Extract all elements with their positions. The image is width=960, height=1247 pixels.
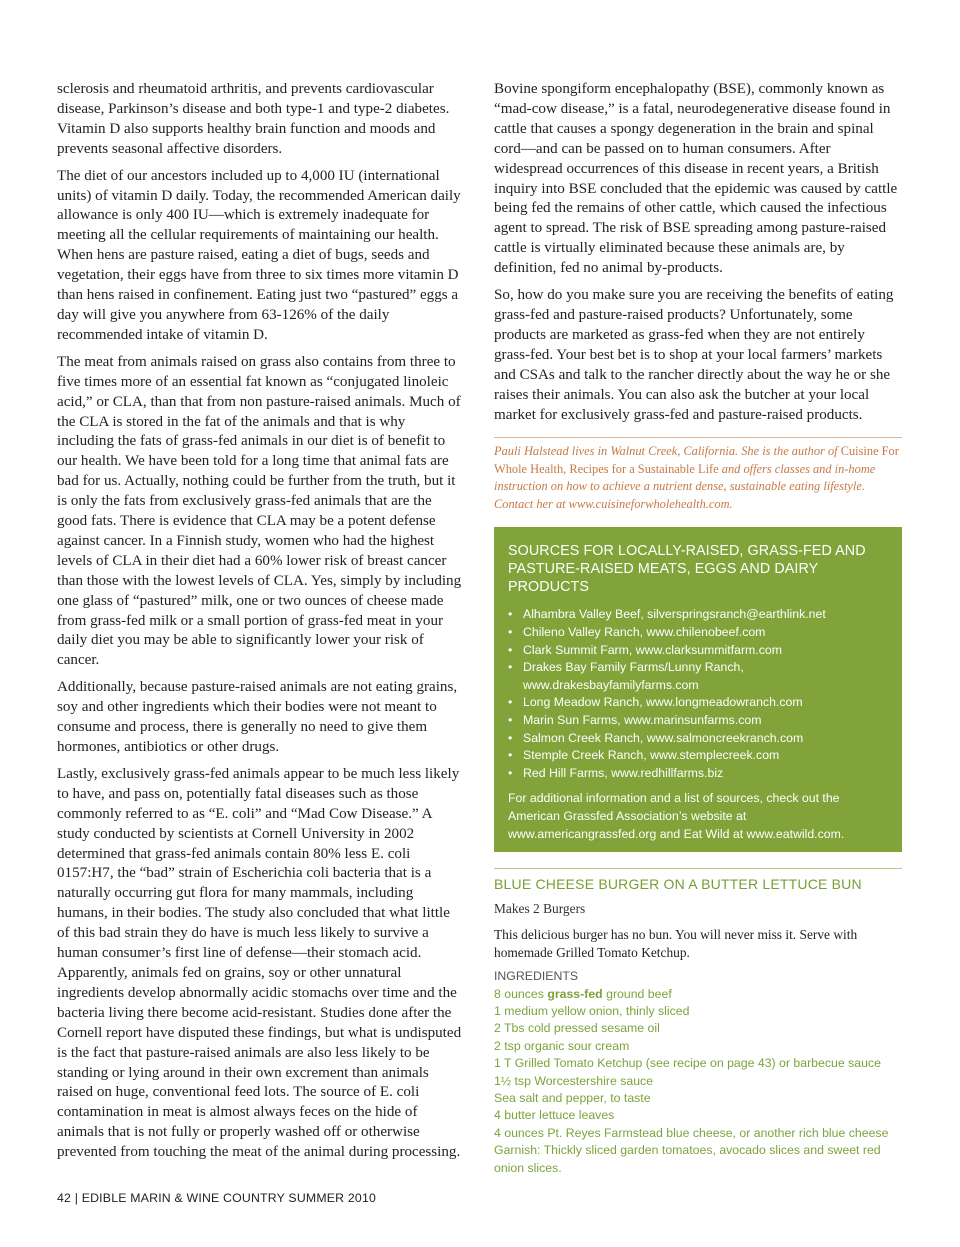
body-paragraph: sclerosis and rheumatoid arthritis, and prevents cardiovascular disease, Parkinson’s disease and both type-1 and type-2 diabetes. Vitamin D also supports healthy brain function and moods and prevents seasonal affective disorders. xyxy=(57,81,450,157)
body-paragraph: The meat from animals raised on grass also contains from three to five times more of an essential fat known as “conjugated linoleic acid,” or CLA, than that from non pasture-raised animals. Much of the CLA is stored in the fat of the animals and that is why including the fats of grass-fed animals in our diet is of benefit to our health. We have been told for a long time that animal fats are bad for us. Actually, nothing could be further from the truth, but it is only the fats from exclusively grass-fed animals that are the good fats. There is evidence that CLA may be a potent defense against cancer. In a Finnish study, women who had the highest levels of CLA in their diet had a 60% lower risk of breast cancer than those with the lowest levels of CLA. Yes, simply by including one glass of “pastured” milk, one or two ounces of cheese made from grass-fed milk or a small portion of grass-fed meat in your daily diet you may be able to significantly lower your risk of cancer. xyxy=(57,353,462,669)
source-item: • Red Hill Farms, www.redhillfarms.biz xyxy=(508,765,888,783)
source-item: • Marin Sun Farms, www.marinsunfarms.com xyxy=(508,712,888,730)
page-footer: 42 | EDIBLE MARIN & WINE COUNTRY SUMMER 2010 xyxy=(57,1191,377,1205)
body-paragraph: Bovine spongiform encephalopathy (BSE), commonly known as “mad-cow disease,” is a fatal, neurodegenerative disease found in cattle that causes a spongy degeneration in the brain and spinal cord—and can be passed on to human consumers. After widespread occurrences of this disease in recent years, a British inquiry into BSE concluded that the epidemic was caused by cattle being fed the remains of other cattle, which caused the infectious agent to spread. The risk of BSE spreading among pasture-raised cattle is virtually eliminated because these animals are, by definition, fed no animal by-products. xyxy=(494,81,898,277)
ingredient-text: ground beef xyxy=(602,986,672,1001)
sources-note: For additional information and a list of sources, check out the American Grassfed Association’s website at www.americangrassfed.org and Eat Wild at www.eatwild.com. xyxy=(508,791,845,841)
ingredients-list xyxy=(494,986,902,1177)
body-paragraph: So, how do you make sure you are receiving the benefits of eating grass-fed and pasture-raised products? Unfortunately, some products are marketed as grass-fed when they are not entirely grass-fed. Your best bet is to shop at your local farmers’ markets and CSAs and talk to the rancher directly about the way he or she raises their animals. You can also ask the butcher at your local market for exclusively grass-fed and pasture-raised products. xyxy=(494,287,894,423)
sources-box xyxy=(494,527,902,852)
source-item: • Salmon Creek Ranch, www.salmoncreekranch.com xyxy=(508,730,888,748)
ingredient-emphasis: grass-fed xyxy=(547,986,603,1001)
left-column xyxy=(57,80,465,1170)
source-item: • Stemple Creek Ranch, www.stemplecreek.com xyxy=(508,747,888,765)
ingredient-item: Garnish: Thickly sliced garden tomatoes, avocado slices and sweet red onion slices. xyxy=(494,1143,881,1175)
recipe-yield: Makes 2 Burgers xyxy=(494,901,586,917)
ingredient-text: 8 ounces xyxy=(494,986,548,1001)
ingredient-item xyxy=(494,986,902,1003)
author-bio xyxy=(494,437,902,513)
ingredient-item: 4 butter lettuce leaves xyxy=(494,1108,615,1123)
source-item: • Drakes Bay Family Farms/Lunny Ranch, www.drakesbayfamilyfarms.com xyxy=(508,659,888,694)
bio-lead: Pauli Halstead lives in Walnut Creek, California. She is the author of xyxy=(494,444,838,459)
bio-book-title: Cuisine For Whole Health, Recipes for a Sustainable Life xyxy=(494,444,899,476)
ingredient-item: Sea salt and pepper, to taste xyxy=(494,1090,651,1105)
ingredient-item: 4 ounces Pt. Reyes Farmstead blue cheese, or another rich blue cheese xyxy=(494,1125,889,1140)
ingredient-item: 2 tsp organic sour cream xyxy=(494,1038,630,1053)
ingredient-item: 1 medium yellow onion, thinly sliced xyxy=(494,1003,690,1018)
source-item: • Long Meadow Ranch, www.longmeadowranch.com xyxy=(508,694,888,712)
source-item: • Chileno Valley Ranch, www.chilenobeef.com xyxy=(508,624,888,642)
source-item: • Alhambra Valley Beef, silverspringsranch@earthlink.net xyxy=(508,606,888,624)
recipe-intro: This delicious burger has no bun. You will never miss it. Serve with homemade Grilled Tomato Ketchup. xyxy=(494,927,858,961)
body-paragraph: The diet of our ancestors included up to 4,000 IU (international units) of vitamin D daily. Today, the recommended American daily allowance is only 400 IU—which is extremely inadequate for meeting all the cellular requirements of maintaining our health. When hens are pasture raised, eating a diet of bugs, seeds and vegetation, their eggs have from three to six times more vitamin D than hens raised in confinement. Eating just two “pastured” eggs a day will give you anywhere from 63-126% of the daily recommended intake of vitamin D. xyxy=(57,167,461,343)
source-item: • Clark Summit Farm, www.clarksummitfarm.com xyxy=(508,642,888,660)
right-column xyxy=(494,80,902,1177)
bio-rest: and offers classes and in-home instruction on how to achieve a nutrient dense, sustainable eating lifestyle. Contact her at www.cuisineforwholehealth.com. xyxy=(494,461,876,511)
recipe-title: BLUE CHEESE BURGER ON A BUTTER LETTUCE BUN xyxy=(494,868,902,894)
ingredients-heading: INGREDIENTS xyxy=(494,969,579,984)
sources-title: SOURCES FOR LOCALLY-RAISED, GRASS-FED AND PASTURE-RAISED MEATS, EGGS AND DAIRY PRODUCTS xyxy=(508,543,866,596)
ingredient-item: 2 Tbs cold pressed sesame oil xyxy=(494,1021,660,1036)
sources-list xyxy=(508,606,888,782)
body-paragraph: Lastly, exclusively grass-fed animals appear to be much less likely to have, and pass on, potentially fatal diseases such as those commonly referred to as “E. coli” and “Mad Cow Disease.” A study conducted by scientists at Cornell University in 2002 determined that grass-fed animals contain 80% less E. coli 0157:H7, the “bad” strain of Escherichia coli bacteria that is a naturally occurring gut flora for many mammals, including humans, in their bodies. The study also concluded that what little of this bad strain they do have is much less likely to survive a human consumer’s first line of defense—their stomach acid. Apparently, animals fed on grains, soy or other unnatural ingredients develop abnormally acidic stomachs over time and the bacteria living there become acid-resistant. Studies done after the Cornell report have disputed these findings, but what is undisputed is the fact that pasture-raised animals are also less likely to be standing or lying around in their own excrement than animals raised on huge, conventional feed lots. The source of E. coli contamination in meat is almost always feces on the hide of animals that is not fully or properly washed off or otherwise prevented from touching the meat of the animal during processing. xyxy=(57,765,462,1161)
ingredient-item: 1 T Grilled Tomato Ketchup (see recipe on page 43) or barbecue sauce xyxy=(494,1056,881,1071)
ingredient-item: 1½ tsp Worcestershire sauce xyxy=(494,1073,654,1088)
body-paragraph: Additionally, because pasture-raised animals are not eating grains, soy and other ingredients which their bodies were not meant to consume and process, there is generally no need to give them hormones, antibiotics or other drugs. xyxy=(57,679,458,755)
